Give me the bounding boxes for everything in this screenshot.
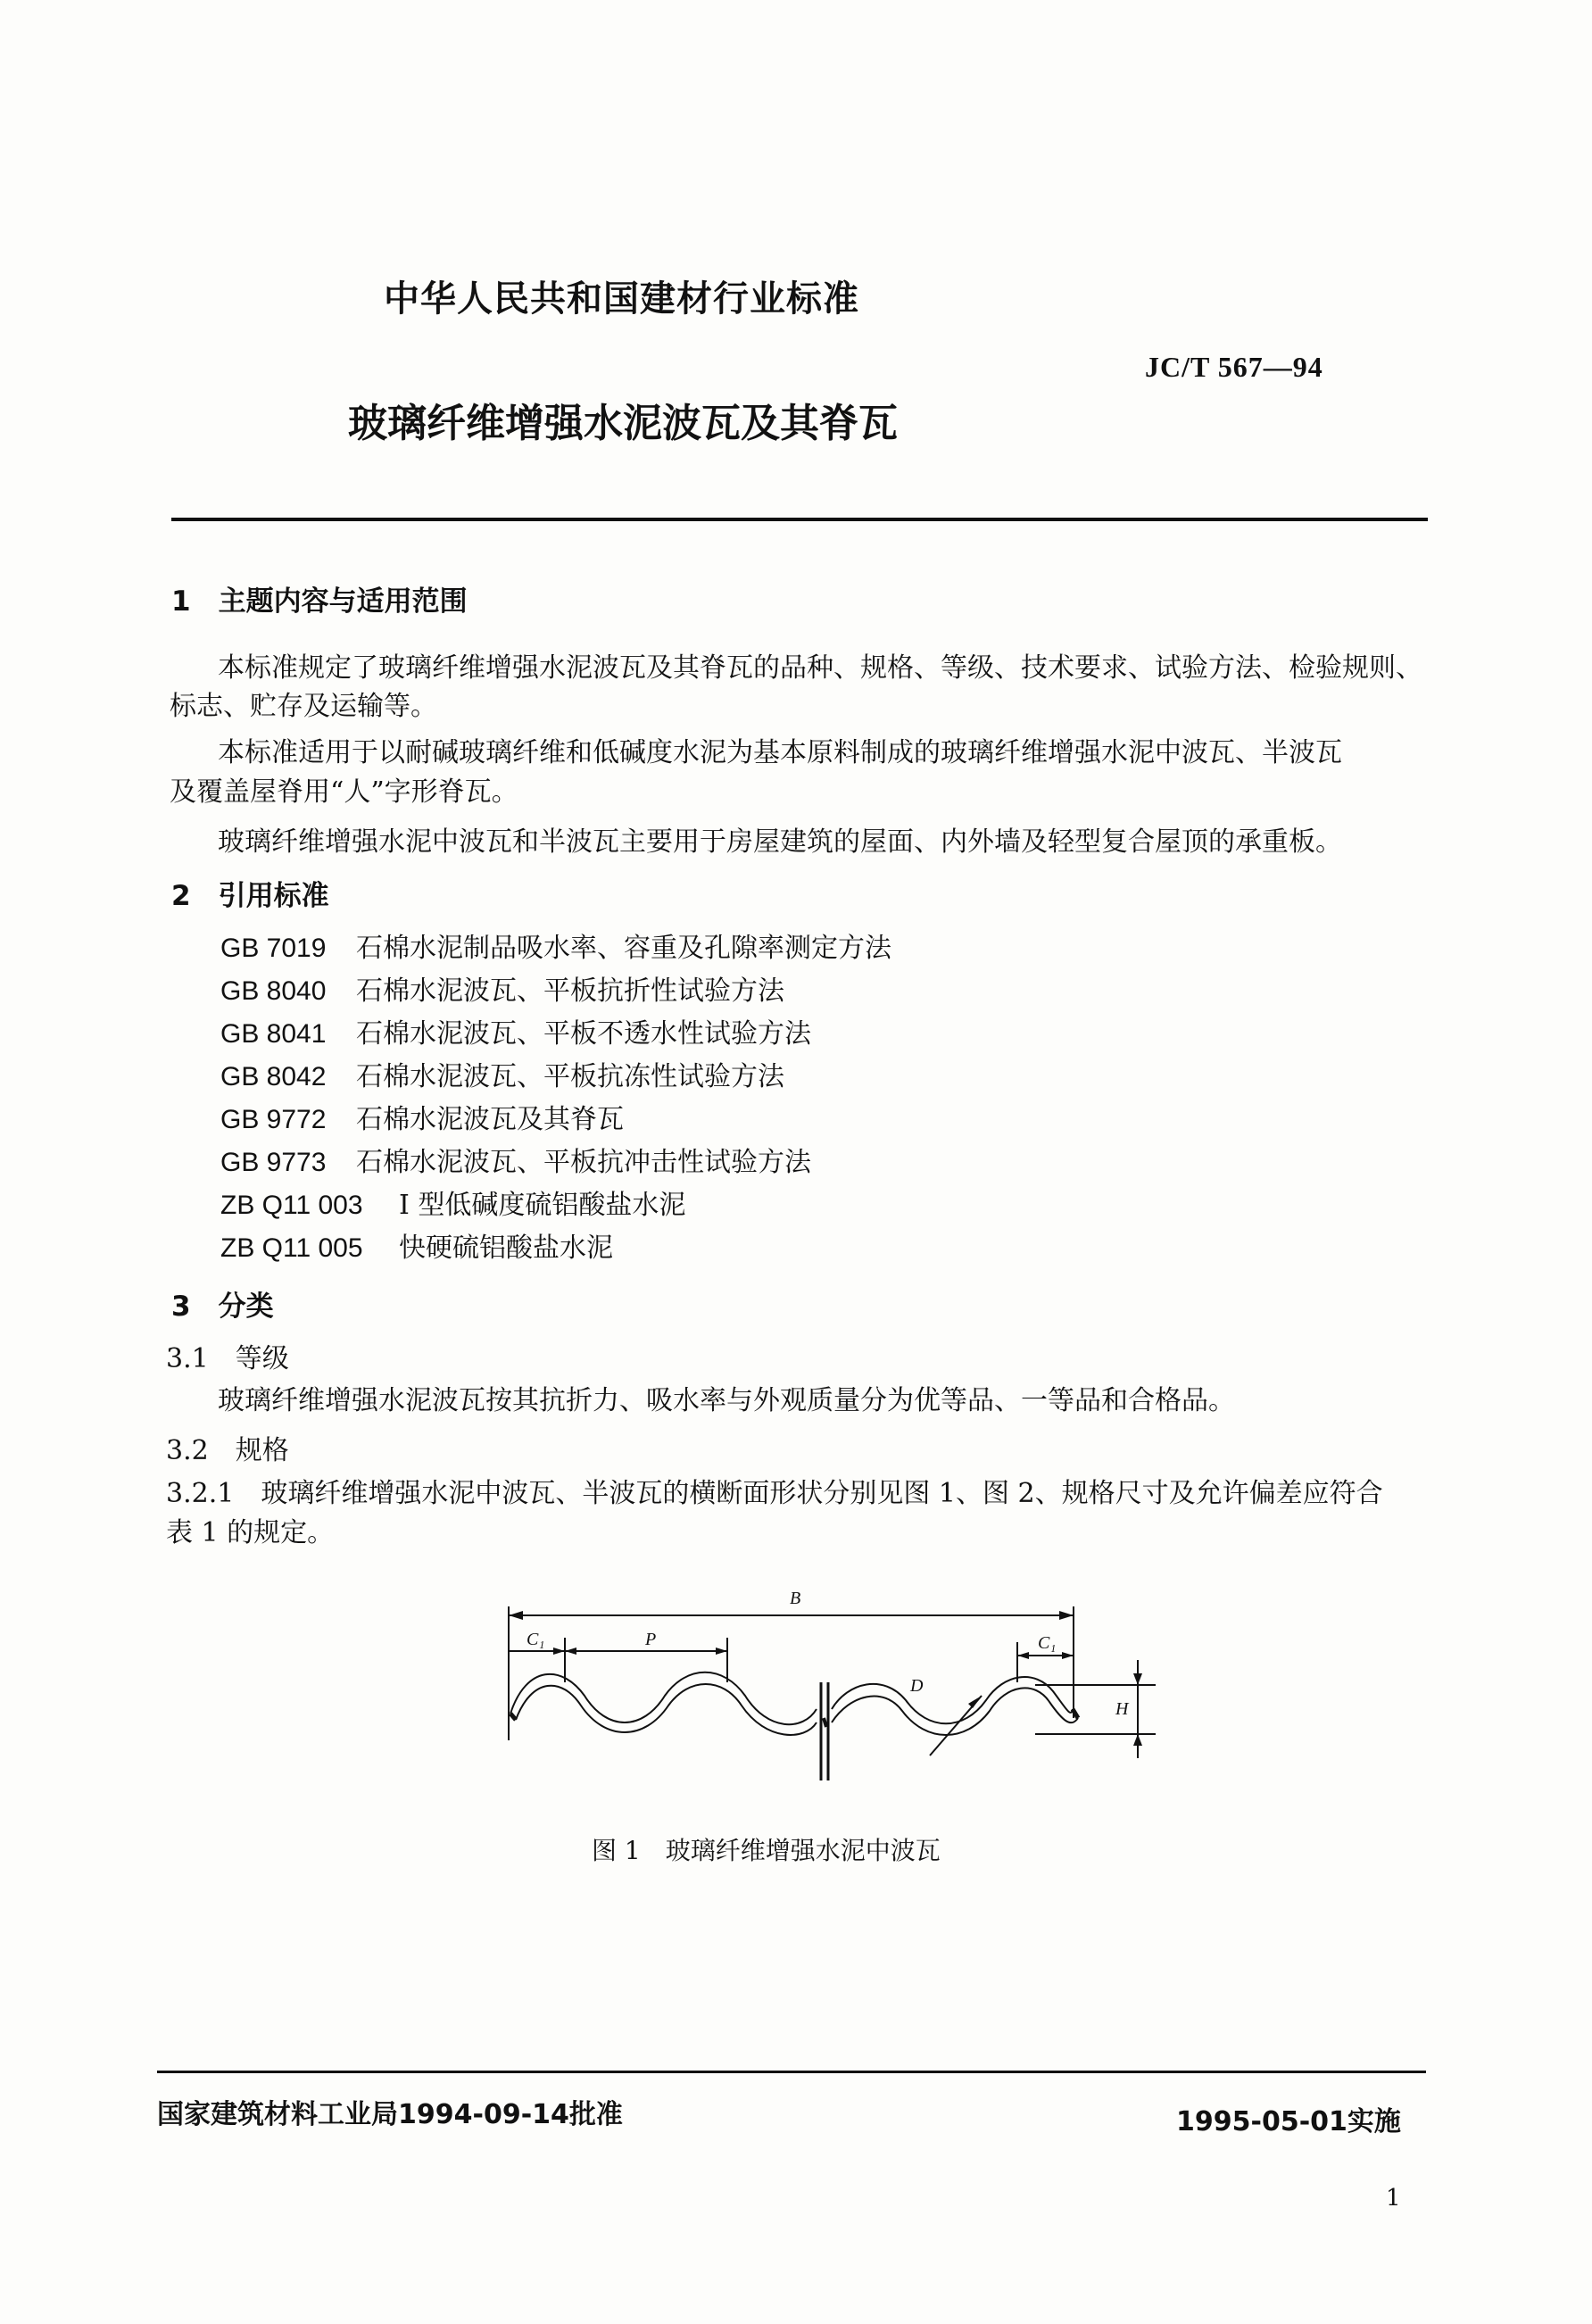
label-d: D	[910, 1676, 924, 1696]
arrow-d	[968, 1696, 982, 1708]
ref-row	[220, 1225, 613, 1265]
footer-effective: 1995-05-01实施	[1176, 2106, 1401, 2137]
label-p: P	[645, 1630, 657, 1649]
ref-row	[220, 1011, 811, 1050]
s321-line2: 表 1 的规定。	[166, 1517, 335, 1548]
section-3-1-heading: 3.1 等级	[166, 1343, 289, 1374]
ref-row	[220, 1054, 784, 1093]
section-2-heading: 2 引用标准	[171, 880, 329, 912]
wave-left-inner	[516, 1684, 817, 1735]
s1-para2-line2: 及覆盖屋脊用“人”字形脊瓦。	[170, 776, 518, 808]
arrow-c1	[553, 1648, 565, 1655]
label-c1-right: C₁	[1038, 1633, 1057, 1653]
ref-title: I 型低碱度硫铝酸盐水泥	[399, 1190, 686, 1221]
ref-row	[220, 925, 891, 965]
wave-left-outer	[510, 1672, 817, 1724]
ref-title: 石棉水泥波瓦、平板抗冻性试验方法	[356, 1061, 784, 1092]
ref-title: 快硬硫铝酸盐水泥	[399, 1233, 613, 1264]
page-number: 1	[1386, 2185, 1401, 2212]
s31-text: 玻璃纤维增强水泥波瓦按其抗折力、吸水率与外观质量分为优等品、一等品和合格品。	[218, 1385, 1235, 1416]
ref-code: GB 7019	[220, 934, 327, 963]
s1-para3: 玻璃纤维增强水泥中波瓦和半波瓦主要用于房屋建筑的屋面、内外墙及轻型复合屋顶的承重板。	[218, 826, 1342, 858]
s1-para1-line2: 标志、贮存及运输等。	[170, 691, 437, 722]
ref-title: 石棉水泥波瓦及其脊瓦	[356, 1104, 624, 1135]
ref-code: ZB Q11 003	[220, 1191, 363, 1220]
wave-right-outer	[832, 1677, 1073, 1723]
ref-row	[220, 1097, 624, 1136]
arrow-c1-right-end	[1062, 1652, 1074, 1659]
ref-code: GB 9773	[220, 1148, 327, 1177]
ref-code: GB 8041	[220, 1019, 327, 1049]
section-3-2-heading: 3.2 规格	[166, 1435, 289, 1466]
section-3-heading: 3 分类	[171, 1291, 274, 1323]
figure-1-diagram	[500, 1584, 1160, 1825]
s321-line1: 3.2.1 玻璃纤维增强水泥中波瓦、半波瓦的横断面形状分别见图 1、图 2、规格尺寸及允许偏差应符合	[166, 1478, 1383, 1509]
doc-code: JC/T 567—94	[1145, 351, 1323, 383]
arrow-h-bottom	[1133, 1734, 1142, 1746]
arrow-h-top	[1133, 1673, 1142, 1685]
arrow-c1-right	[1017, 1652, 1029, 1659]
footer-approval: 国家建筑材料工业局1994-09-14批准	[157, 2099, 623, 2130]
header-rule	[171, 518, 1428, 521]
ref-code: GB 9772	[220, 1105, 327, 1134]
arrow-p-left	[565, 1648, 576, 1655]
doc-title: 玻璃纤维增强水泥波瓦及其脊瓦	[348, 401, 898, 446]
label-c1-left: C₁	[527, 1630, 545, 1649]
section-1-heading: 1 主题内容与适用范围	[171, 585, 468, 618]
break-mark	[824, 1718, 826, 1727]
ref-row	[220, 1140, 811, 1179]
org-title: 中华人民共和国建材行业标准	[384, 278, 859, 320]
label-b: B	[790, 1589, 801, 1608]
wave-left-end	[510, 1714, 516, 1720]
arrow-b-right	[1059, 1611, 1074, 1620]
label-h: H	[1115, 1699, 1129, 1719]
ref-title: 石棉水泥波瓦、平板抗折性试验方法	[356, 975, 784, 1007]
footer-rule	[157, 2071, 1426, 2073]
ref-code: GB 8040	[220, 976, 327, 1006]
s1-para2-line1: 本标准适用于以耐碱玻璃纤维和低碱度水泥为基本原料制成的玻璃纤维增强水泥中波瓦、半波瓦	[218, 737, 1342, 768]
arrow-b-left	[509, 1611, 523, 1620]
ref-title: 石棉水泥制品吸水率、容重及孔隙率测定方法	[356, 933, 891, 964]
ref-code: ZB Q11 005	[220, 1233, 363, 1263]
ref-title: 石棉水泥波瓦、平板不透水性试验方法	[356, 1018, 811, 1050]
ref-title: 石棉水泥波瓦、平板抗冲击性试验方法	[356, 1147, 811, 1178]
arrow-p-right	[716, 1648, 727, 1655]
s1-para1-line1: 本标准规定了玻璃纤维增强水泥波瓦及其脊瓦的品种、规格、等级、技术要求、试验方法、检验规则、	[218, 652, 1422, 684]
ref-row	[220, 1183, 685, 1222]
figure-1-caption: 图 1 玻璃纤维增强水泥中波瓦	[592, 1836, 941, 1865]
ref-code: GB 8042	[220, 1062, 327, 1091]
ref-row	[220, 968, 784, 1008]
